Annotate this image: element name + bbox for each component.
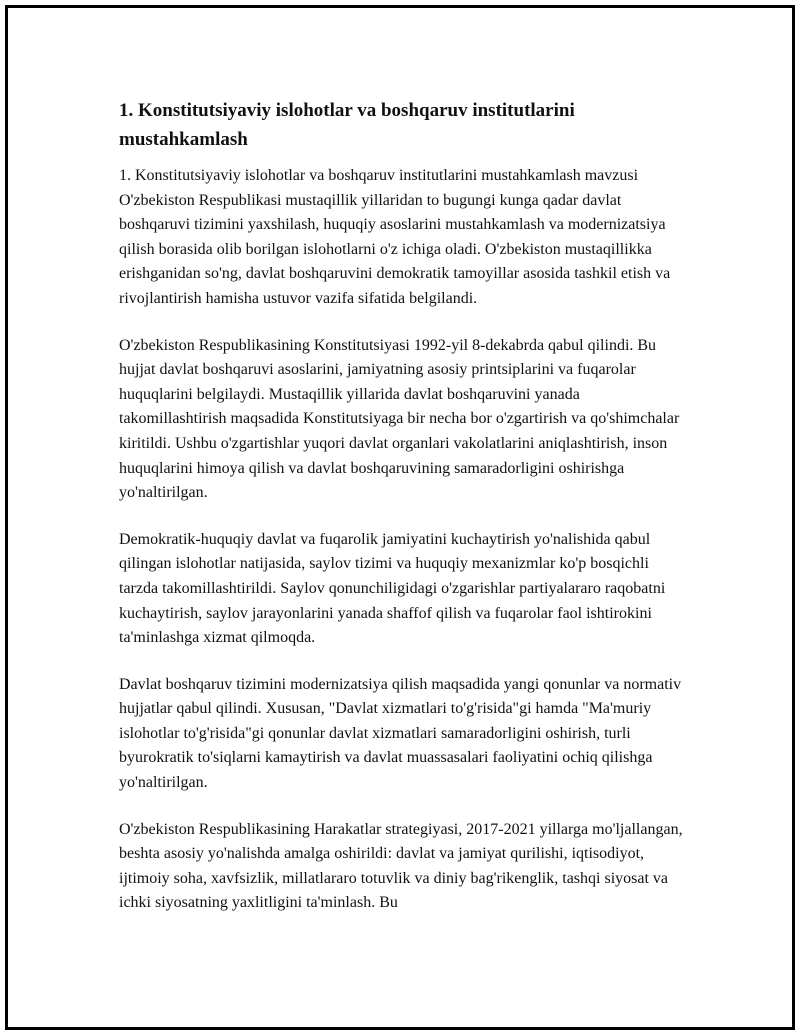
document-title: 1. Konstitutsiyaviy islohotlar va boshqaruv institutlarini mustahkamlash xyxy=(119,100,575,150)
page-frame xyxy=(5,5,795,1030)
paragraph-3: Demokratik-huquqiy davlat va fuqarolik jamiyatini kuchaytirish yo'nalishida qabul qilingan islohotlar natijasida, saylov tizimi va huquqiy mexanizmlar ko'p bosqichli tarzda takomillashtirildi. Saylov qonunchiligidagi o'zgarishlar partiyalararo raqobatni kuchaytirish, saylov jarayonlarini yanada shaffof qilish va fuqarolar faol ishtirokini ta'minlashga xizmat qilmoqda. xyxy=(119,530,666,647)
paragraph-1: 1. Konstitutsiyaviy islohotlar va boshqaruv institutlarini mustahkamlash mavzusi O'zbekiston Respublikasi mustaqillik yillaridan to bugungi kunga qadar davlat boshqaruvi tizimini yaxshilash, huquqiy asoslarini mustahkamlash va modernizatsiya qilish borasida olib borilgan islohotlarni o'z ichiga oladi. O'zbekiston mustaqillikka erishganidan so'ng, davlat boshqaruvini demokratik tamoyillar asosida tashkil etish va rivojlantirish hamisha ustuvor vazifa sifatida belgilandi. xyxy=(119,167,671,307)
document-body xyxy=(119,96,689,938)
paragraph-2: O'zbekiston Respublikasining Konstitutsiyasi 1992-yil 8-dekabrda qabul qilindi. Bu hujjat davlat boshqaruvi asoslarini, jamiyatning asosiy printsiplarini va fuqarolar huquqlarini belgilaydi. Mustaqillik yillarida davlat boshqaruvini yanada takomillashtirish maqsadida Konstitutsiyaga bir necha bor o'zgartirish va qo'shimchalar kiritildi. Ushbu o'zgartishlar yuqori davlat organlari vakolatlarini aniqlashtirish, inson huquqlarini himoya qilish va davlat boshqaruvining samaradorligini oshirishga yo'naltirilgan. xyxy=(119,336,680,502)
paragraph-5: O'zbekiston Respublikasining Harakatlar strategiyasi, 2017-2021 yillarga mo'ljallangan, beshta asosiy yo'nalishda amalga oshirildi: davlat va jamiyat qurilishi, iqtisodiyot, ijtimoiy soha, xavfsizlik, millatlararo totuvlik va diniy bag'rikenglik, tashqi siyosat va ichki siyosatning yaxlitligini ta'minlash. Bu xyxy=(119,820,683,912)
paragraph-4: Davlat boshqaruv tizimini modernizatsiya qilish maqsadida yangi qonunlar va normativ hujjatlar qabul qilindi. Xususan, "Davlat xizmatlari to'g'risida"gi hamda "Ma'muriy islohotlar to'g'risida"gi qonunlar davlat xizmatlari samaradorligini oshirish, turli byurokratik to'siqlarni kamaytirish va davlat muassasalari faoliyatini ochiq qilishga yo'naltirilgan. xyxy=(119,675,682,792)
